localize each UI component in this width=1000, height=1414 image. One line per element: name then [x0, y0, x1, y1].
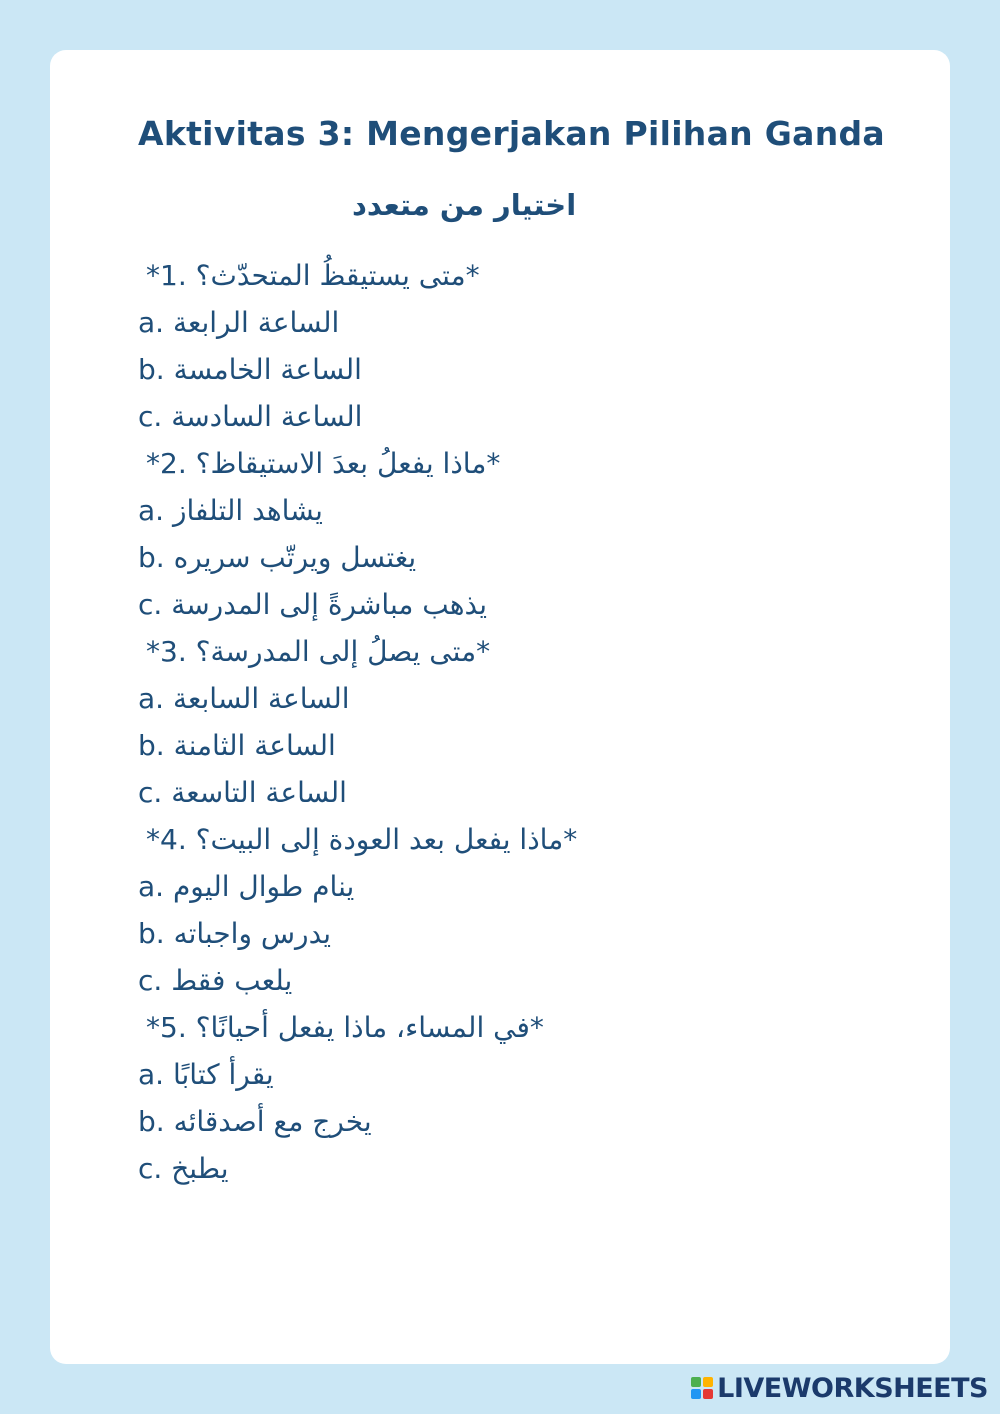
answer-option[interactable]	[138, 1145, 898, 1192]
option-text: يغتسل ويرتّب سريره	[173, 541, 417, 574]
question-prompt: *ماذا يفعل بعد العودة إلى البيت؟ .4*	[146, 823, 578, 856]
option-letter: b.	[138, 917, 174, 950]
page-subtitle: اختيار من متعدد	[352, 188, 577, 222]
answer-option[interactable]	[138, 675, 898, 722]
option-letter: c.	[138, 400, 172, 433]
question-list	[138, 252, 898, 1192]
option-text: الساعة السادسة	[171, 400, 363, 433]
option-letter: b.	[138, 729, 174, 762]
option-text: الساعة الرابعة	[172, 306, 340, 339]
answer-option[interactable]	[138, 769, 898, 816]
answer-option[interactable]	[138, 487, 898, 534]
option-text: يقرأ كتابًا	[172, 1058, 274, 1091]
answer-option[interactable]	[138, 1098, 898, 1145]
option-letter: a.	[138, 306, 173, 339]
option-letter: a.	[138, 494, 173, 527]
option-letter: b.	[138, 353, 174, 386]
option-text: يلعب فقط	[171, 964, 293, 997]
option-text: الساعة السابعة	[172, 682, 350, 715]
option-text: يطبخ	[171, 1152, 229, 1185]
option-letter: b.	[138, 1105, 174, 1138]
option-text: الساعة الخامسة	[173, 353, 362, 386]
option-text: يذهب مباشرةً إلى المدرسة	[171, 588, 488, 621]
answer-option[interactable]	[138, 346, 898, 393]
answer-option[interactable]	[138, 581, 898, 628]
liveworksheets-logo-icon	[691, 1377, 713, 1399]
brand-name: LIVEWORKSHEETS	[717, 1372, 988, 1404]
answer-option[interactable]	[138, 957, 898, 1004]
answer-option[interactable]	[138, 393, 898, 440]
option-letter: c.	[138, 588, 172, 621]
logo-block	[691, 1389, 701, 1399]
option-letter: a.	[138, 1058, 173, 1091]
option-letter: a.	[138, 870, 173, 903]
answer-option[interactable]	[138, 722, 898, 769]
option-text: يدرس واجباته	[173, 917, 332, 950]
question-prompt: *متى يستيقظُ المتحدّث؟ .1*	[146, 259, 480, 292]
option-text: الساعة التاسعة	[171, 776, 347, 809]
option-letter: c.	[138, 964, 172, 997]
question-prompt: *في المساء، ماذا يفعل أحيانًا؟ .5*	[146, 1011, 544, 1044]
option-text: الساعة الثامنة	[173, 729, 336, 762]
answer-option[interactable]	[138, 863, 898, 910]
option-letter: c.	[138, 776, 172, 809]
answer-option[interactable]	[138, 910, 898, 957]
footer-brand	[691, 1370, 988, 1406]
logo-block	[703, 1377, 713, 1387]
option-letter: a.	[138, 682, 173, 715]
option-letter: b.	[138, 541, 174, 574]
page-title: Aktivitas 3: Mengerjakan Pilihan Ganda	[138, 114, 885, 153]
option-text: ينام طوال اليوم	[172, 870, 355, 903]
logo-block	[703, 1389, 713, 1399]
option-text: يشاهد التلفاز	[172, 494, 323, 527]
answer-option[interactable]	[138, 534, 898, 581]
question-prompt: *ماذا يفعلُ بعدَ الاستيقاظ؟ .2*	[146, 447, 501, 480]
question-prompt: *متى يصلُ إلى المدرسة؟ .3*	[146, 635, 491, 668]
option-text: يخرج مع أصدقائه	[173, 1105, 372, 1138]
option-letter: c.	[138, 1152, 172, 1185]
answer-option[interactable]	[138, 1051, 898, 1098]
logo-block	[691, 1377, 701, 1387]
answer-option[interactable]	[138, 299, 898, 346]
